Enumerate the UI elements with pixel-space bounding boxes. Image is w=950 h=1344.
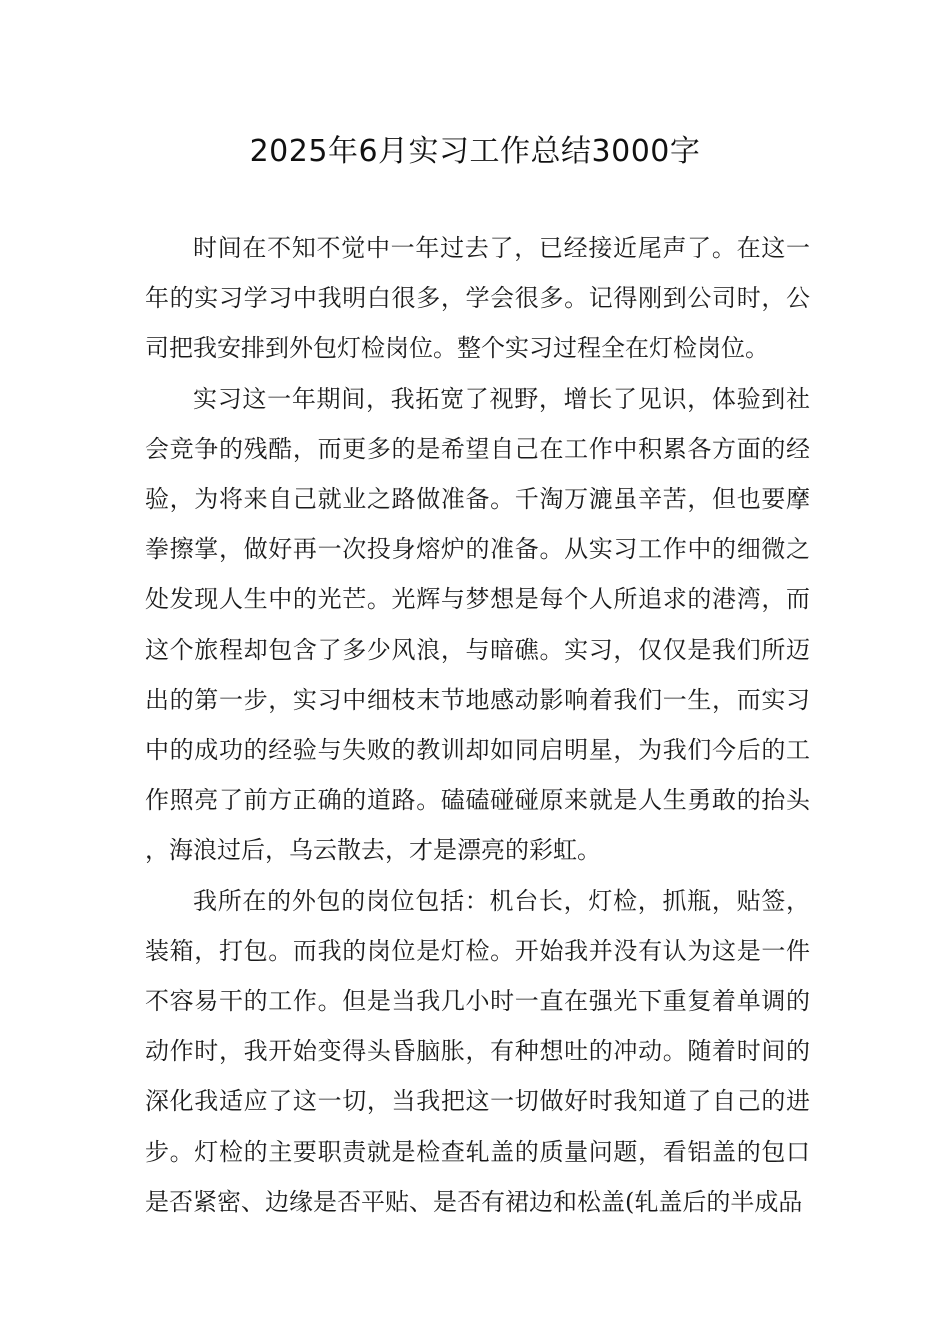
paragraph: 实习这一年期间，我拓宽了视野，增长了见识，体验到社会竞争的残酷，而更多的是希望自己在工作中积累各方面的经验，为将来自己就业之路做准备。千淘万漉虽辛苦，但也要摩拳擦掌，做好再一次投身熔炉的准备。从实习工作中的细微之处发现人生中的光芒。光辉与梦想是每个人所追求的港湾，而这个旅程却包含了多少风浪，与暗礁。实习，仅仅是我们所迈出的第一步，实习中细枝末节地感动影响着我们一生，而实习中的成功的经验与失败的教训却如同启明星，为我们今后的工作照亮了前方正确的道路。磕磕碰碰原来就是人生勇敢的抬头，海浪过后，乌云散去，才是漂亮的彩虹。 xyxy=(145,384,810,865)
document-title: 2025年6月实习工作总结3000字 xyxy=(249,134,701,169)
document-body xyxy=(145,223,810,1227)
paragraph: 时间在不知不觉中一年过去了，已经接近尾声了。在这一年的实习学习中我明白很多，学会很多。记得刚到公司时，公司把我安排到外包灯检岗位。整个实习过程全在灯检岗位。 xyxy=(145,234,810,363)
paragraph: 我所在的外包的岗位包括：机台长，灯检，抓瓶，贴签，装箱，打包。而我的岗位是灯检。开始我并没有认为这是一件不容易干的工作。但是当我几小时一直在强光下重复着单调的动作时，我开始变得头昏脑胀，有种想吐的冲动。随着时间的深化我适应了这一切，当我把这一切做好时我知道了自己的进步。灯检的主要职责就是检查轧盖的质量问题，看铝盖的包口是否紧密、边缘是否平贴、是否有裙边和松盖(轧盖后的半成品 xyxy=(145,886,810,1216)
